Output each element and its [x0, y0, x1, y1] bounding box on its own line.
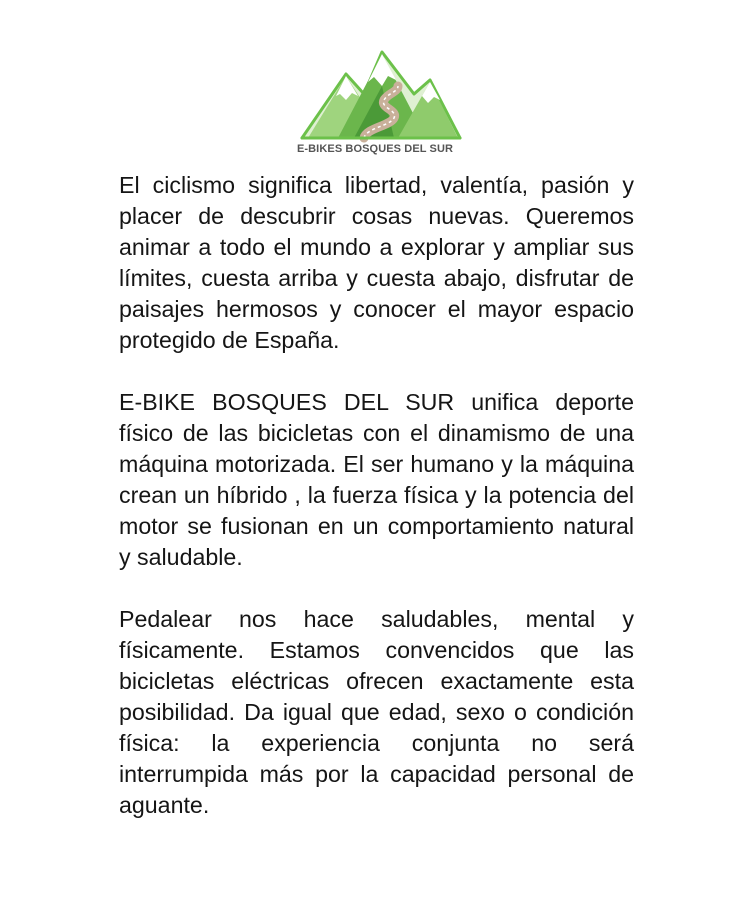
- brand-logo: [290, 46, 470, 158]
- paragraph-intro: El ciclismo significa libertad, valentía, pasión y placer de descubrir cosas nuevas. Queremos animar a todo el mundo a explorar y ampliar sus límites, cuesta arriba y cuesta abajo, disfrutar de paisajes hermosos y conocer el mayor espacio protegido de España.: [119, 172, 634, 353]
- mountain-logo-icon: [294, 46, 466, 146]
- main-text: [119, 170, 634, 852]
- brand-name: E-BIKES BOSQUES DEL SUR: [296, 143, 454, 155]
- paragraph-hybrid: E-BIKE BOSQUES DEL SUR unifica deporte físico de las bicicletas con el dinamismo de una máquina motorizada. El ser humano y la máquina crean un híbrido , la fuerza física y la potencia del motor se fusionan en un comportamiento natural y saludable.: [119, 389, 634, 570]
- paragraph-health: Pedalear nos hace saludables, mental y físicamente. Estamos convencidos que las bicicletas eléctricas ofrecen exactamente esta posibilidad. Da igual que edad, sexo o condición física: la experiencia conjunta no será interrumpida más por la capacidad personal de aguante.: [119, 606, 634, 818]
